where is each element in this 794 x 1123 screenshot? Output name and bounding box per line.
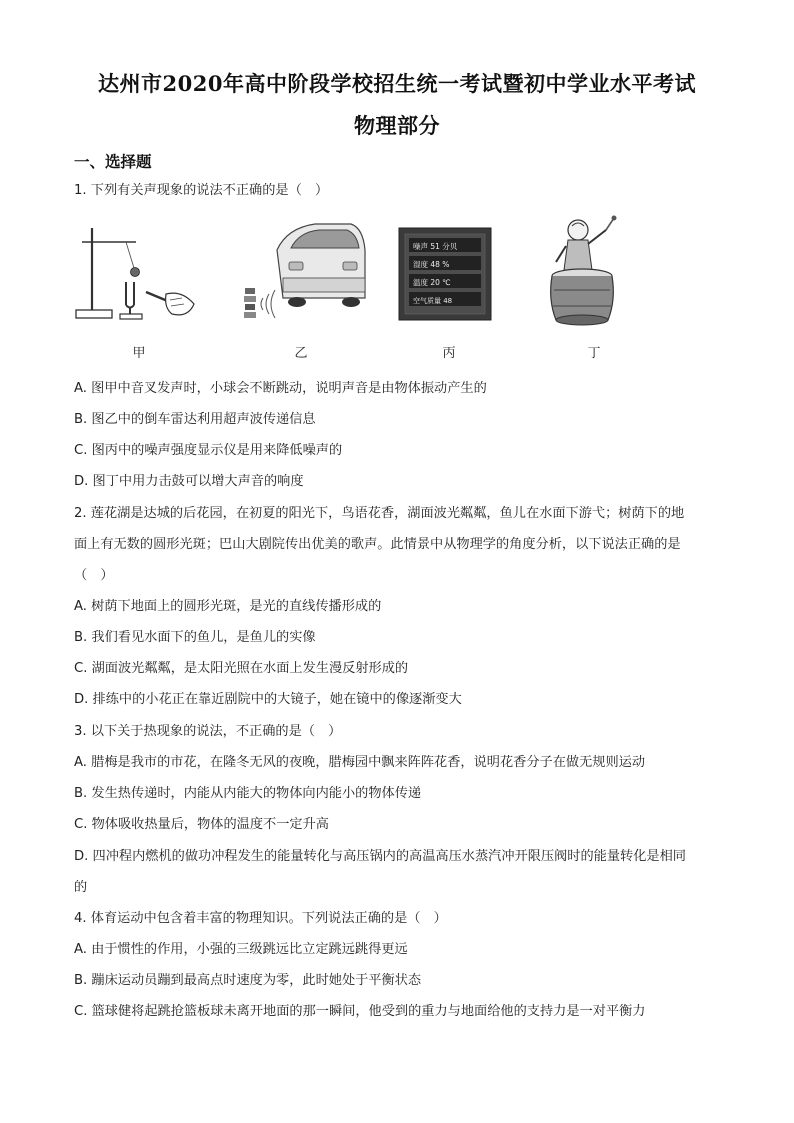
q1-option-b: B. 图乙中的倒车雷达利用超声波传递信息	[74, 412, 316, 427]
q3-option-d-continued: 的	[74, 880, 88, 895]
display-row-temperature: 温度 20 ℃	[413, 278, 451, 287]
q3-option-c: C. 物体吸收热量后，物体的温度不一定升高	[74, 817, 329, 832]
q4-option-c: C. 篮球健将起跳抢篮板球未离开地面的那一瞬间，他受到的重力与地面给他的支持力是一对平衡力	[74, 1004, 646, 1019]
q2-stem-line-2: 面上有无数的圆形光斑；巴山大剧院传出优美的歌声。此情景中从物理学的角度分析，以下说法正确的是	[74, 537, 681, 552]
figure-label-bing: 丙	[442, 346, 456, 361]
figure-label-jia: 甲	[132, 346, 146, 361]
q3-option-d: D. 四冲程内燃机的做功冲程发生的能量转化与高压锅内的高温高压水蒸汽冲开限压阀时的能量转化是相同	[74, 849, 686, 864]
q3-option-b: B. 发生热传递时，内能从内能大的物体向内能小的物体传递	[74, 786, 422, 801]
figure-tuning-fork	[74, 210, 204, 335]
q4-option-a: A. 由于惯性的作用，小强的三级跳远比立定跳远跳得更远	[74, 942, 408, 957]
exam-title: 达州市2020年高中阶段学校招生统一考试暨初中学业水平考试	[98, 71, 696, 96]
figure-reversing-car	[239, 210, 369, 335]
q1-figures	[74, 210, 634, 360]
q2-option-a: A. 树荫下地面上的圆形光斑，是光的直线传播形成的	[74, 599, 382, 614]
figure-noise-display	[397, 210, 497, 335]
q2-stem-line-1: 2. 莲花湖是达城的后花园，在初夏的阳光下，鸟语花香，湖面波光粼粼，鱼儿在水面下游弋；树荫下的地	[74, 506, 685, 521]
display-row-noise: 噪声 51 分贝	[413, 242, 458, 251]
display-row-humidity: 湿度 48 %	[413, 260, 450, 269]
q3-stem: 3. 以下关于热现象的说法，不正确的是（ ）	[74, 724, 342, 739]
figure-label-yi: 乙	[294, 346, 308, 361]
q1-option-d: D. 图丁中用力击鼓可以增大声音的响度	[74, 474, 304, 489]
q4-option-b: B. 蹦床运动员蹦到最高点时速度为零，此时她处于平衡状态	[74, 973, 422, 988]
exam-subtitle: 物理部分	[354, 113, 440, 138]
q1-option-a: A. 图甲中音叉发声时，小球会不断跳动，说明声音是由物体振动产生的	[74, 381, 487, 396]
q2-option-c: C. 湖面波光粼粼，是太阳光照在水面上发生漫反射形成的	[74, 661, 409, 676]
q3-option-a: A. 腊梅是我市的市花，在隆冬无风的夜晚，腊梅园中飘来阵阵花香，说明花香分子在做无规则运动	[74, 755, 646, 770]
display-row-air-quality: 空气质量 48	[413, 297, 453, 305]
figure-label-ding: 丁	[587, 346, 601, 361]
q2-option-d: D. 排练中的小花正在靠近剧院中的大镜子，她在镜中的像逐渐变大	[74, 692, 462, 707]
section-heading: 一、选择题	[74, 152, 152, 171]
q1-option-c: C. 图丙中的噪声强度显示仪是用来降低噪声的	[74, 443, 343, 458]
q1-stem: 1. 下列有关声现象的说法不正确的是（ ）	[74, 183, 329, 198]
figure-drummer	[544, 210, 634, 335]
q2-stem-line-3: （ ）	[74, 568, 114, 583]
q2-option-b: B. 我们看见水面下的鱼儿，是鱼儿的实像	[74, 630, 316, 645]
q4-stem: 4. 体育运动中包含着丰富的物理知识。下列说法正确的是（ ）	[74, 911, 447, 926]
